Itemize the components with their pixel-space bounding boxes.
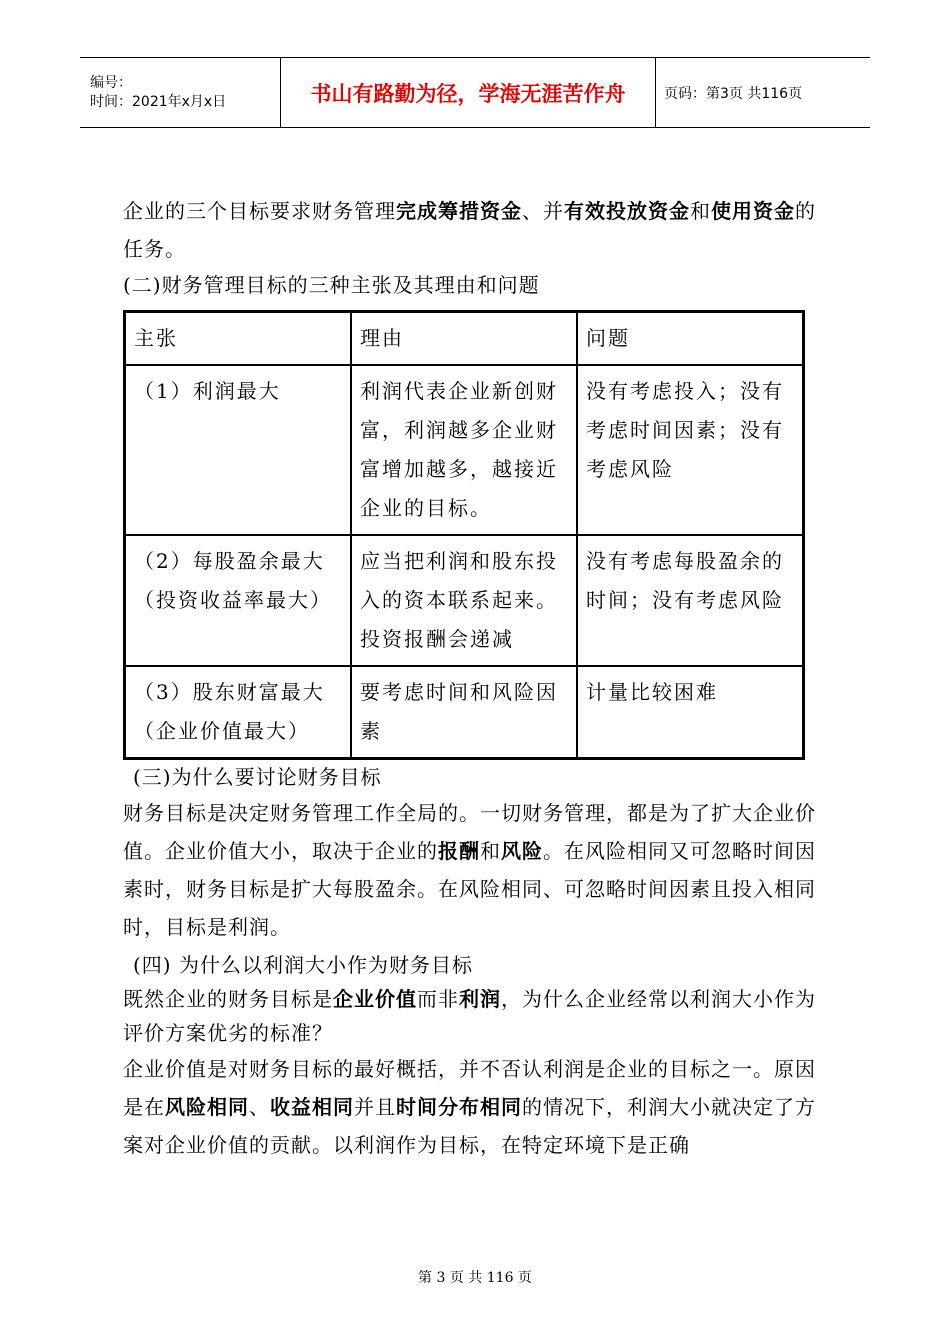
paragraph-why-discuss-goals [123, 794, 833, 946]
financial-goals-table [123, 310, 805, 760]
text-run: 并且 [354, 1095, 396, 1119]
section-heading-3: (三)为什么要讨论财务目标 [133, 765, 382, 789]
page-header [80, 57, 870, 128]
document-date: 时间：2021年x月x日 [90, 93, 227, 110]
table-header-cell: 理由 [351, 312, 577, 365]
table-cell: 应当把利润和股东投入的资本联系起来。投资报酬会递减 [351, 535, 577, 666]
text-run: 、 [249, 1095, 270, 1119]
text-run: 既然企业的财务目标是 [123, 987, 333, 1011]
text-run: 的情况下，利润大小就决定了方案对企业价值的贡献。以利润作为目标，在特定环境下是正确 [123, 1095, 816, 1157]
table-cell: （3）股东财富最大（企业价值最大） [125, 666, 351, 758]
section-heading-2: (二)财务管理目标的三种主张及其理由和问题 [123, 273, 540, 297]
table-cell: 没有考虑投入；没有考虑时间因素；没有考虑风险 [577, 365, 803, 535]
document-body [123, 192, 833, 1164]
table-row [125, 365, 803, 535]
document-number-label: 编号： [90, 74, 132, 91]
page-footer: 第 3 页 共 116 页 [418, 1270, 532, 1286]
bold-run: 完成筹措资金 [396, 199, 522, 223]
text-run: ，为什么企业经常以利润大小作为评价方案优劣的标准？ [123, 987, 816, 1045]
table-cell: （1）利润最大 [125, 365, 351, 535]
text-run: 、并 [522, 199, 564, 223]
text-run: 和 [690, 199, 711, 223]
text-run: 企业的三个目标要求财务管理 [123, 199, 396, 223]
header-page-info [656, 58, 870, 127]
bold-run: 报酬 [438, 839, 480, 863]
text-run: 而非 [417, 987, 459, 1011]
table-row [125, 666, 803, 758]
motto-text: 书山有路勤为径，学海无涯苦作舟 [310, 81, 626, 106]
paragraph-profit-question [123, 982, 833, 1050]
page-info-text: 页码：第3页 共116页 [664, 85, 803, 102]
bold-run: 使用资金 [711, 199, 795, 223]
bold-run: 利润 [459, 987, 501, 1011]
bold-run: 时间分布相同 [396, 1095, 522, 1119]
header-motto [280, 58, 656, 127]
paragraph-profit-answer [123, 1050, 833, 1164]
table-header-cell: 问题 [577, 312, 803, 365]
table-row [125, 535, 803, 666]
header-meta [80, 58, 280, 127]
bold-run: 有效投放资金 [564, 199, 690, 223]
bold-run: 风险 [501, 839, 543, 863]
table-cell: （2）每股盈余最大（投资收益率最大） [125, 535, 351, 666]
table-header-row [125, 312, 803, 365]
text-run: 企业价值是对财务目标的最好概括，并不否认利润是企业的目标之一。原因是在 [123, 1057, 816, 1119]
table-cell: 利润代表企业新创财富，利润越多企业财富增加越多，越接近企业的目标。 [351, 365, 577, 535]
table-cell: 要考虑时间和风险因素 [351, 666, 577, 758]
bold-run: 收益相同 [270, 1095, 354, 1119]
table-cell: 没有考虑每股盈余的时间；没有考虑风险 [577, 535, 803, 666]
paragraph-financial-tasks [123, 192, 833, 268]
text-run: 财务目标是决定财务管理工作全局的。一切财务管理，都是为了扩大企业价值。企业价值大小，取决于企业的 [123, 801, 816, 863]
text-run: 的任务。 [123, 199, 816, 261]
table-cell: 计量比较困难 [577, 666, 803, 758]
bold-run: 企业价值 [333, 987, 417, 1011]
text-run: 。在风险相同又可忽略时间因素时，财务目标是扩大每股盈余。在风险相同、可忽略时间因素且投入相同时，目标是利润。 [123, 839, 816, 939]
text-run: 和 [480, 839, 501, 863]
bold-run: 风险相同 [165, 1095, 249, 1119]
section-heading-4: (四) 为什么以利润大小作为财务目标 [133, 953, 473, 977]
table-header-cell: 主张 [125, 312, 351, 365]
